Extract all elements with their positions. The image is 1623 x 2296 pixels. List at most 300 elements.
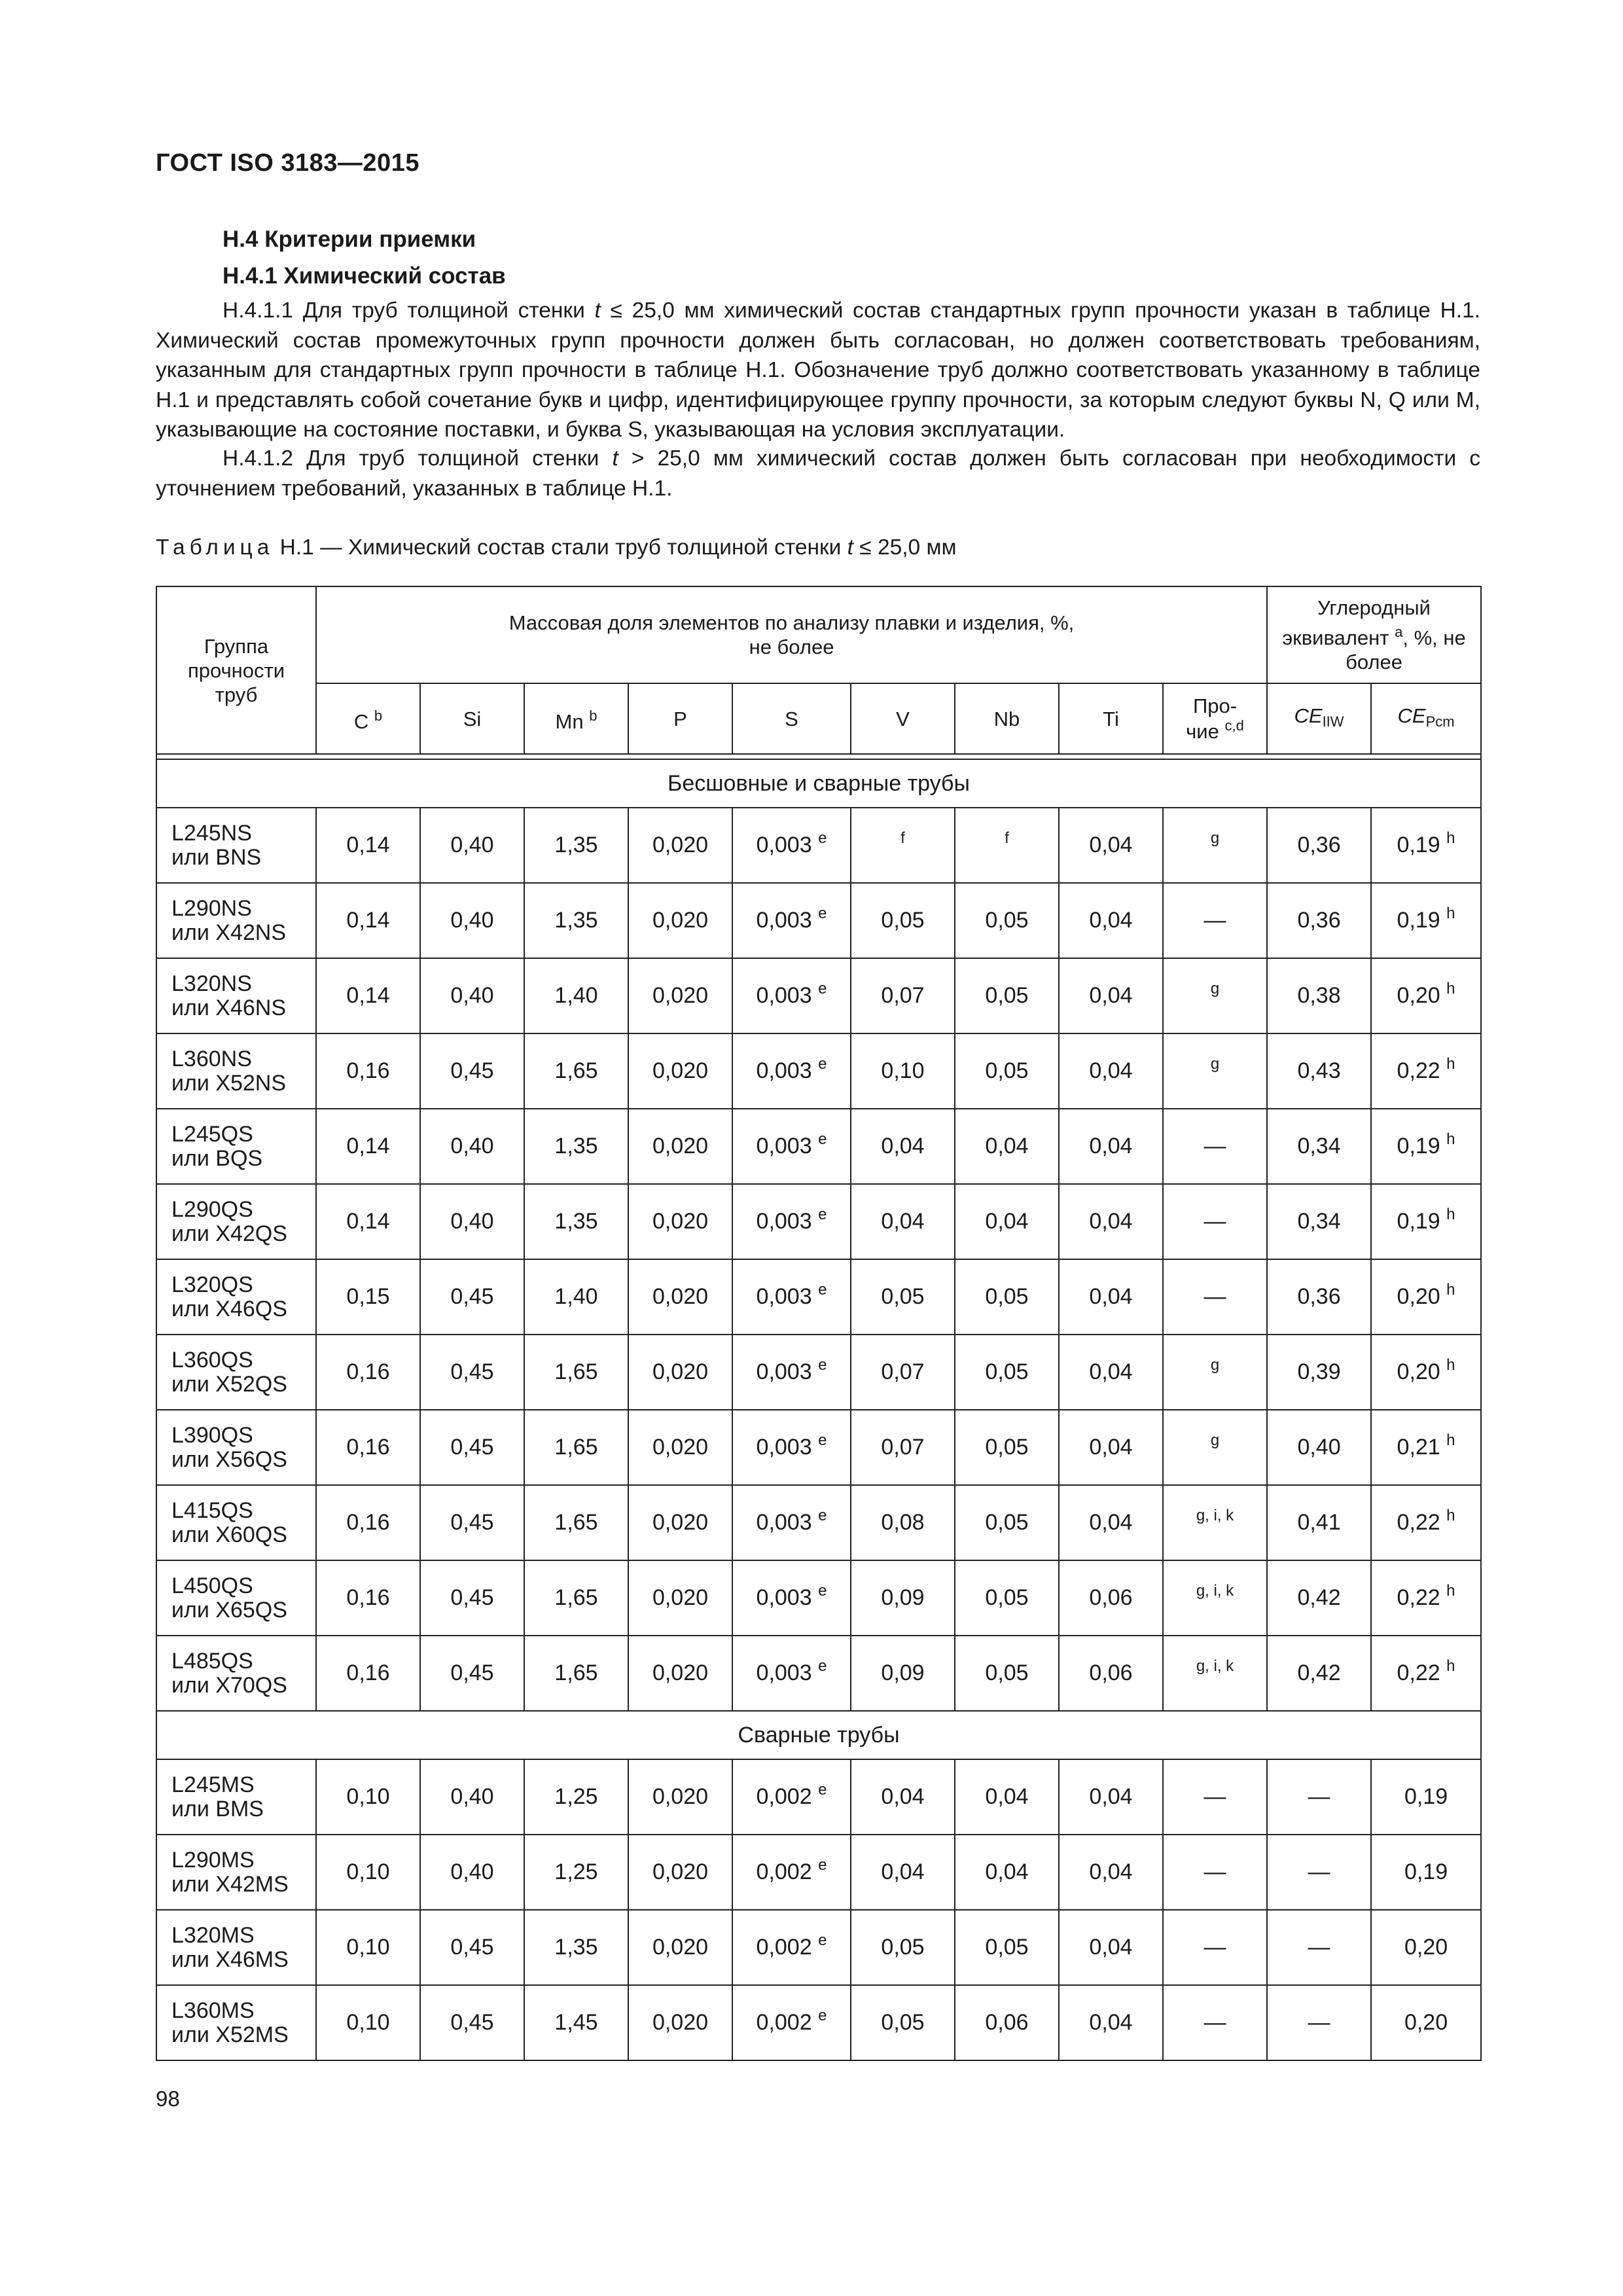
cell-s: [732, 808, 851, 883]
cell-cepcm: [1371, 1560, 1481, 1636]
table-row: [156, 1335, 1481, 1410]
value-mn: 1,40: [554, 1284, 598, 1309]
header-ti: [1059, 683, 1163, 754]
value-c: 0,14: [346, 1209, 390, 1234]
grade-alt-name: или BMS: [171, 1796, 264, 1821]
cell-mn: [524, 1985, 628, 2060]
footnote-s: e: [818, 980, 827, 997]
header-cepcm-sub: Pcm: [1425, 713, 1455, 730]
value-ceiiw: —: [1308, 1935, 1330, 1960]
grade-name: L320NS: [171, 971, 252, 996]
cell-p: [628, 1335, 732, 1410]
cell-p: [628, 883, 732, 958]
value-cepcm: 0,20: [1404, 1935, 1448, 1960]
footnote-cepcm: h: [1446, 980, 1455, 997]
cell-s: [732, 1560, 851, 1636]
cell-si: [420, 958, 524, 1033]
header-mass-fraction: [316, 586, 1267, 683]
footnote-cepcm: h: [1446, 829, 1455, 847]
grade-name: L245NS: [171, 820, 252, 846]
cell-p: [628, 1759, 732, 1835]
value-c: 0,14: [346, 1134, 390, 1158]
table-row: [156, 958, 1481, 1033]
cell-si: [420, 1910, 524, 1985]
grade-cell: [156, 1109, 316, 1184]
cell-s: [732, 1410, 851, 1485]
value-cepcm: 0,19: [1397, 908, 1440, 933]
value-p: 0,020: [652, 1510, 709, 1535]
cell-si: [420, 1033, 524, 1109]
value-ti: 0,04: [1089, 1058, 1133, 1083]
value-ceiiw: 0,38: [1297, 983, 1341, 1008]
header-ce-sup: a: [1395, 624, 1403, 640]
value-si: 0,40: [450, 1784, 494, 1809]
value-si: 0,45: [450, 1935, 494, 1960]
value-p: 0,020: [652, 1585, 709, 1610]
footnote-s: e: [818, 1130, 827, 1148]
grade-name: L415QS: [171, 1498, 253, 1523]
cell-nb: [955, 1184, 1059, 1259]
value-ti: 0,04: [1089, 1209, 1133, 1234]
cell-s: [732, 1335, 851, 1410]
value-ti: 0,04: [1089, 2010, 1133, 2035]
cell-cepcm: [1371, 808, 1481, 883]
grade-alt-name: или X42MS: [171, 1871, 289, 1897]
cell-other: [1163, 1033, 1267, 1109]
cell-c: [316, 1560, 420, 1636]
header-nb: [955, 683, 1059, 754]
paragraph-h411: [156, 296, 1480, 445]
header-c-sup: b: [374, 708, 383, 724]
header-other-label: Про-чие: [1186, 694, 1238, 743]
cell-ceiiw: [1267, 1485, 1371, 1560]
grade-cell: [156, 1410, 316, 1485]
cell-p: [628, 1259, 732, 1335]
cell-ceiiw: [1267, 1835, 1371, 1910]
cell-cepcm: [1371, 1910, 1481, 1985]
grade-cell: [156, 1835, 316, 1910]
cell-cepcm: [1371, 1109, 1481, 1184]
value-c: 0,16: [346, 1058, 390, 1083]
value-nb: 0,04: [985, 1784, 1029, 1809]
cell-mn: [524, 1335, 628, 1410]
cell-ti: [1059, 1560, 1163, 1636]
cell-c: [316, 1184, 420, 1259]
header-mn-sup: b: [589, 708, 597, 724]
grade-cell: [156, 1485, 316, 1560]
header-cepcm-label: CE: [1397, 704, 1426, 727]
cell-si: [420, 1759, 524, 1835]
cell-other: [1163, 1985, 1267, 2060]
cell-mn: [524, 1259, 628, 1335]
header-group: [156, 586, 316, 754]
value-c: 0,16: [346, 1510, 390, 1535]
value-nb: 0,05: [985, 908, 1029, 933]
para1-text-b: ≤ 25,0 мм химический состав стандартных групп прочности указан в таблице H.1. Химический состав промежуточных групп прочности должен быть согласован, но должен соответствовать требованиям, указанным для стандартных групп прочности в таблице H.1. Обозначение труб должно соответствовать указанному в таблице H.1 и представлять собой сочетание букв и цифр, идентифицирующее группу прочности, за которым следуют буквы N, Q или M, указывающие на состояние поставки, и буква S, указывающая на условия эксплуатации.: [156, 298, 1481, 442]
cell-other: [1163, 1410, 1267, 1485]
cell-ceiiw: [1267, 1985, 1371, 2060]
header-ceiiw-sub: IIW: [1322, 713, 1344, 730]
grade-cell: [156, 1033, 316, 1109]
cell-s: [732, 1835, 851, 1910]
value-c: 0,10: [346, 1784, 390, 1809]
cell-ti: [1059, 1835, 1163, 1910]
value-cepcm: 0,19: [1397, 1209, 1440, 1234]
value-other: —: [1204, 1134, 1226, 1158]
cell-other: [1163, 958, 1267, 1033]
cell-ceiiw: [1267, 1109, 1371, 1184]
cell-ceiiw: [1267, 1910, 1371, 1985]
header-s: [732, 683, 851, 754]
value-v: 0,05: [881, 1284, 925, 1309]
value-s: 0,003: [756, 1510, 812, 1535]
value-c: 0,16: [346, 1435, 390, 1460]
value-mn: 1,45: [554, 2010, 598, 2035]
cell-v: [851, 1335, 955, 1410]
value-p: 0,020: [652, 1284, 709, 1309]
header-ceiiw: [1267, 683, 1371, 754]
value-p: 0,020: [652, 2010, 709, 2035]
value-ceiiw: 0,36: [1297, 908, 1341, 933]
header-other-sup: c,d: [1224, 717, 1244, 734]
cell-p: [628, 1109, 732, 1184]
cell-nb: [955, 1335, 1059, 1410]
cell-c: [316, 1259, 420, 1335]
header-ce-text-b: , %, не более: [1346, 626, 1466, 673]
value-si: 0,45: [450, 1585, 494, 1610]
cell-v: [851, 1985, 955, 2060]
table-row: [156, 1985, 1481, 2060]
cell-ti: [1059, 808, 1163, 883]
cell-other: [1163, 1259, 1267, 1335]
grade-name: L320QS: [171, 1272, 253, 1297]
cell-s: [732, 1033, 851, 1109]
cell-mn: [524, 1910, 628, 1985]
cell-mn: [524, 1835, 628, 1910]
header-ce-text-a: Углеродный эквивалент: [1282, 596, 1431, 649]
section-row-welded: [156, 1711, 1481, 1759]
grade-name: L390QS: [171, 1422, 253, 1448]
cell-ceiiw: [1267, 958, 1371, 1033]
value-other: —: [1204, 1784, 1226, 1809]
header-ti-label: Ti: [1103, 707, 1119, 730]
cell-ti: [1059, 1636, 1163, 1711]
value-mn: 1,65: [554, 1435, 598, 1460]
value-other: —: [1204, 2010, 1226, 2035]
value-ti: 0,06: [1089, 1660, 1133, 1685]
footnote-cepcm: h: [1446, 1582, 1455, 1600]
value-v: 0,10: [881, 1058, 925, 1083]
cell-s: [732, 1759, 851, 1835]
cell-mn: [524, 1410, 628, 1485]
para1-var-t: t: [594, 298, 601, 323]
value-ceiiw: —: [1308, 1784, 1330, 1809]
value-ceiiw: 0,42: [1297, 1660, 1341, 1685]
cell-s: [732, 1109, 851, 1184]
cell-ti: [1059, 1910, 1163, 1985]
header-ceiiw-label: CE: [1294, 704, 1323, 727]
value-ceiiw: 0,41: [1297, 1510, 1341, 1535]
value-ceiiw: 0,43: [1297, 1058, 1341, 1083]
cell-cepcm: [1371, 1410, 1481, 1485]
value-v: 0,07: [881, 983, 925, 1008]
value-cepcm: 0,21: [1397, 1435, 1440, 1460]
cell-c: [316, 1985, 420, 2060]
footnote-cepcm: h: [1446, 1431, 1455, 1449]
value-s: 0,003: [756, 1585, 812, 1610]
footnote-s: e: [818, 1582, 827, 1600]
cell-other: [1163, 1636, 1267, 1711]
grade-alt-name: или X42NS: [171, 920, 286, 945]
cell-nb: [955, 1485, 1059, 1560]
cell-other: [1163, 808, 1267, 883]
value-cepcm: 0,19: [1404, 1859, 1448, 1884]
footnote-s: e: [818, 2007, 827, 2024]
cell-s: [732, 958, 851, 1033]
value-v: 0,09: [881, 1660, 925, 1685]
grade-name: L450QS: [171, 1573, 253, 1598]
value-s: 0,003: [756, 1660, 812, 1685]
grade-alt-name: или BQS: [171, 1145, 263, 1171]
cell-ceiiw: [1267, 883, 1371, 958]
cell-p: [628, 1985, 732, 2060]
value-si: 0,45: [450, 1284, 494, 1309]
cell-ti: [1059, 883, 1163, 958]
cell-si: [420, 808, 524, 883]
table-row: [156, 1485, 1481, 1560]
value-c: 0,14: [346, 983, 390, 1008]
footnote-cepcm: h: [1446, 1657, 1455, 1675]
cell-si: [420, 1835, 524, 1910]
cell-mn: [524, 1033, 628, 1109]
cell-nb: [955, 1759, 1059, 1835]
cell-p: [628, 1636, 732, 1711]
footnote-other: g: [1210, 1055, 1220, 1073]
cell-c: [316, 1485, 420, 1560]
footnote-cepcm: h: [1446, 1507, 1455, 1524]
cell-v: [851, 1109, 955, 1184]
cell-p: [628, 1410, 732, 1485]
value-mn: 1,40: [554, 983, 598, 1008]
paragraph-h412: [156, 444, 1480, 503]
value-p: 0,020: [652, 1359, 709, 1384]
grade-alt-name: или X65QS: [171, 1597, 287, 1623]
cell-nb: [955, 883, 1059, 958]
value-c: 0,10: [346, 2010, 390, 2035]
table-row: [156, 1759, 1481, 1835]
cell-v: [851, 1835, 955, 1910]
cell-ceiiw: [1267, 808, 1371, 883]
cell-c: [316, 1109, 420, 1184]
table-row: [156, 1184, 1481, 1259]
table-row: [156, 1109, 1481, 1184]
footnote-s: e: [818, 1781, 827, 1799]
value-ceiiw: 0,36: [1297, 1284, 1341, 1309]
grade-alt-name: или BNS: [171, 844, 262, 870]
value-p: 0,020: [652, 983, 709, 1008]
table-row: [156, 1033, 1481, 1109]
para2-text-a: H.4.1.2 Для труб толщиной стенки: [223, 446, 613, 471]
footnote-cepcm: h: [1446, 1206, 1455, 1223]
grade-name: L290NS: [171, 895, 252, 921]
cell-ti: [1059, 1485, 1163, 1560]
footnote-other: g: [1210, 829, 1220, 847]
grade-alt-name: или X46MS: [171, 1946, 289, 1972]
footnote-s: e: [818, 1431, 827, 1449]
grade-name: L485QS: [171, 1648, 253, 1674]
caption-text-a: H.1 — Химический состав стали труб толщиной стенки: [274, 535, 847, 560]
cell-s: [732, 1985, 851, 2060]
cell-cepcm: [1371, 1985, 1481, 2060]
cell-p: [628, 1910, 732, 1985]
cell-p: [628, 1184, 732, 1259]
value-c: 0,15: [346, 1284, 390, 1309]
cell-ceiiw: [1267, 1560, 1371, 1636]
cell-cepcm: [1371, 883, 1481, 958]
value-cepcm: 0,20: [1397, 1359, 1440, 1384]
para2-text-b: > 25,0 мм химический состав должен быть согласован при необходимости с уточнением требований, указанных в таблице H.1.: [156, 446, 1481, 501]
cell-ti: [1059, 1985, 1163, 2060]
value-ceiiw: —: [1308, 2010, 1330, 2035]
table-row: [156, 1410, 1481, 1485]
cell-v: [851, 1259, 955, 1335]
footnote-cepcm: h: [1446, 905, 1455, 922]
grade-name: L290MS: [171, 1847, 255, 1873]
cell-v: [851, 1910, 955, 1985]
value-ti: 0,04: [1089, 833, 1133, 857]
value-p: 0,020: [652, 1058, 709, 1083]
cell-ti: [1059, 1410, 1163, 1485]
value-ti: 0,04: [1089, 1435, 1133, 1460]
cell-s: [732, 1910, 851, 1985]
value-other: —: [1204, 1209, 1226, 1234]
caption-word: Таблица: [156, 535, 274, 560]
cell-other: [1163, 883, 1267, 958]
value-mn: 1,65: [554, 1058, 598, 1083]
cell-ti: [1059, 958, 1163, 1033]
footnote-other: g: [1210, 1356, 1220, 1374]
footnote-other: g, i, k: [1196, 1657, 1234, 1675]
header-c: [316, 683, 420, 754]
header-gap: [156, 754, 1481, 759]
cell-cepcm: [1371, 1759, 1481, 1835]
cell-ti: [1059, 1184, 1163, 1259]
value-s: 0,002: [756, 1859, 812, 1884]
cell-other: [1163, 1184, 1267, 1259]
grade-cell: [156, 883, 316, 958]
value-s: 0,002: [756, 2010, 812, 2035]
cell-si: [420, 1259, 524, 1335]
footnote-nb: f: [1005, 829, 1009, 847]
footnote-s: e: [818, 1856, 827, 1874]
table-row: [156, 1910, 1481, 1985]
value-v: 0,08: [881, 1510, 925, 1535]
value-s: 0,002: [756, 1784, 812, 1809]
grade-name: L245QS: [171, 1121, 253, 1147]
cell-cepcm: [1371, 1335, 1481, 1410]
value-v: 0,07: [881, 1359, 925, 1384]
value-ti: 0,04: [1089, 983, 1133, 1008]
grade-alt-name: или X42QS: [171, 1221, 287, 1246]
cell-other: [1163, 1910, 1267, 1985]
value-si: 0,40: [450, 908, 494, 933]
header-v: [851, 683, 955, 754]
cell-ceiiw: [1267, 1335, 1371, 1410]
value-si: 0,40: [450, 833, 494, 857]
table-caption: [156, 535, 957, 560]
value-mn: 1,25: [554, 1784, 598, 1809]
cell-other: [1163, 1835, 1267, 1910]
grade-alt-name: или X52MS: [171, 2022, 289, 2047]
value-si: 0,45: [450, 1058, 494, 1083]
grade-cell: [156, 1560, 316, 1636]
header-other: [1163, 683, 1267, 754]
header-s-label: S: [785, 707, 798, 730]
value-v: 0,04: [881, 1209, 925, 1234]
cell-cepcm: [1371, 958, 1481, 1033]
value-si: 0,40: [450, 1859, 494, 1884]
table-row: [156, 1560, 1481, 1636]
value-cepcm: 0,19: [1397, 833, 1440, 857]
grade-name: L360MS: [171, 1998, 255, 2023]
value-c: 0,16: [346, 1660, 390, 1685]
value-ti: 0,04: [1089, 908, 1133, 933]
value-cepcm: 0,20: [1404, 2010, 1448, 2035]
value-ti: 0,04: [1089, 1859, 1133, 1884]
header-mass-label: Массовая доля элементов по анализу плавки и изделия, %, не более: [508, 611, 1075, 658]
grade-alt-name: или X56QS: [171, 1446, 287, 1472]
grade-name: L360NS: [171, 1046, 252, 1071]
value-si: 0,45: [450, 2010, 494, 2035]
cell-si: [420, 1410, 524, 1485]
value-si: 0,45: [450, 1660, 494, 1685]
cell-s: [732, 1184, 851, 1259]
header-p-label: P: [673, 707, 687, 730]
footnote-cepcm: h: [1446, 1281, 1455, 1299]
cell-nb: [955, 808, 1059, 883]
footnote-s: e: [818, 829, 827, 847]
cell-cepcm: [1371, 1835, 1481, 1910]
value-mn: 1,35: [554, 833, 598, 857]
cell-si: [420, 1109, 524, 1184]
cell-nb: [955, 1033, 1059, 1109]
page-number: 98: [156, 2087, 180, 2111]
header-p: [628, 683, 732, 754]
value-nb: 0,05: [985, 1935, 1029, 1960]
value-ti: 0,04: [1089, 1784, 1133, 1809]
grade-cell: [156, 1259, 316, 1335]
value-v: 0,09: [881, 1585, 925, 1610]
header-si: [420, 683, 524, 754]
cell-si: [420, 1485, 524, 1560]
cell-si: [420, 1560, 524, 1636]
cell-v: [851, 883, 955, 958]
section-label-seamless: Бесшовные и сварные трубы: [156, 759, 1481, 808]
cell-ti: [1059, 1033, 1163, 1109]
value-si: 0,45: [450, 1510, 494, 1535]
cell-v: [851, 1636, 955, 1711]
footnote-s: e: [818, 1931, 827, 1949]
cell-c: [316, 883, 420, 958]
grade-name: L320MS: [171, 1922, 255, 1948]
value-mn: 1,35: [554, 1209, 598, 1234]
value-s: 0,003: [756, 1209, 812, 1234]
table-row: [156, 883, 1481, 958]
value-si: 0,40: [450, 1134, 494, 1158]
footnote-s: e: [818, 1657, 827, 1675]
value-c: 0,14: [346, 833, 390, 857]
value-ti: 0,04: [1089, 1935, 1133, 1960]
